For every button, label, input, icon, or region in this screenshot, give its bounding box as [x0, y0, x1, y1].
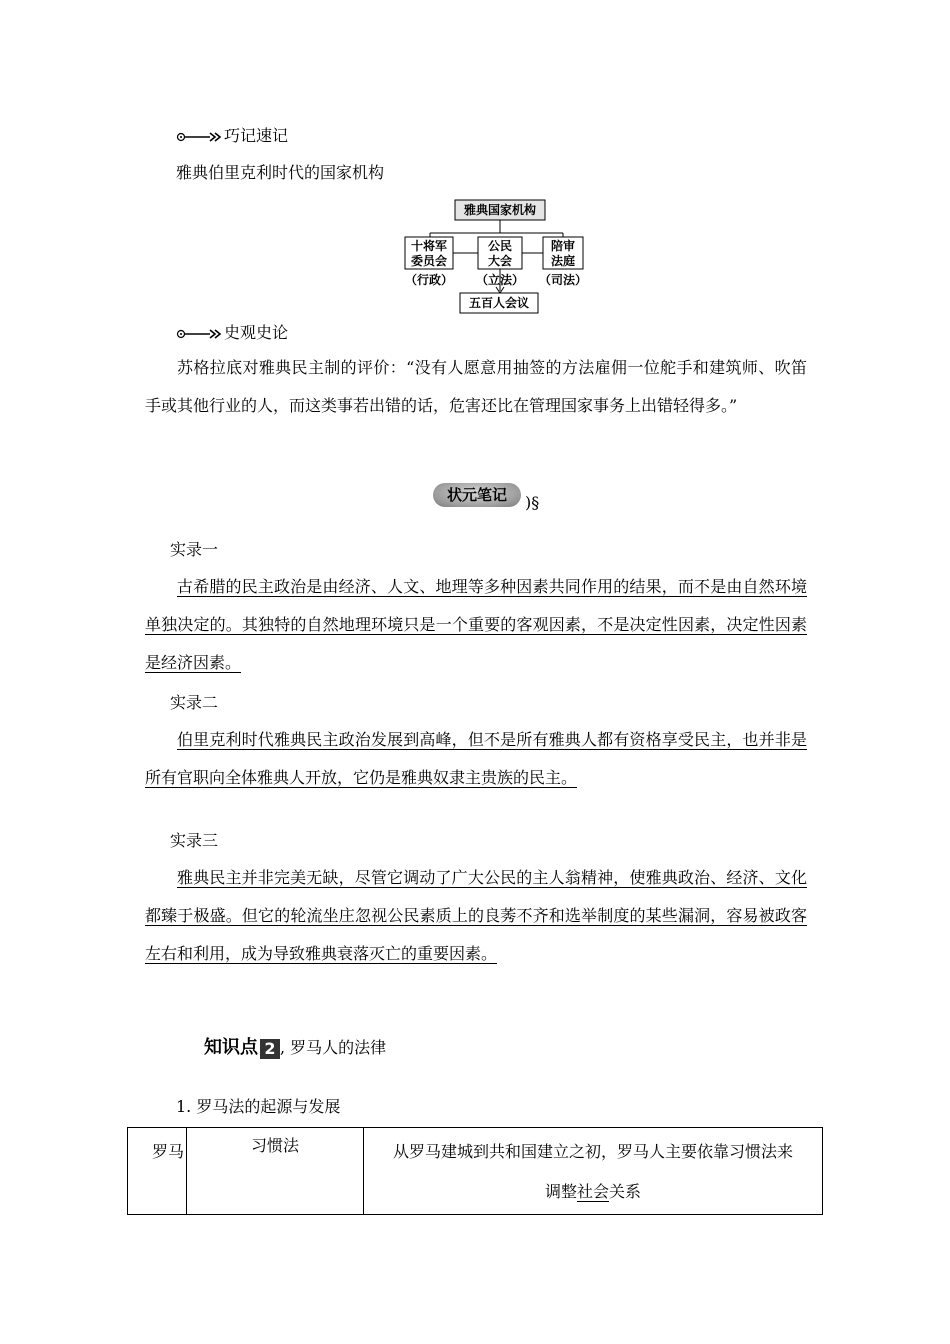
- knowledge-point-title: , 罗马人的法律: [280, 1038, 387, 1057]
- memory-section-label: 巧记速记: [224, 126, 289, 145]
- table-row: [128, 1128, 823, 1215]
- record-title: 实录二: [170, 693, 219, 712]
- record-title: 实录一: [170, 540, 219, 559]
- diagram-node-court-line1: 陪审: [550, 239, 576, 253]
- diagram-node-assembly-line2: 大会: [487, 254, 513, 268]
- arrow-marker-icon: [176, 131, 222, 143]
- diagram-node-court-role: （司法）: [538, 273, 588, 287]
- socrates-quote-paragraph: 苏格拉底对雅典民主制的评价：“没有人愿意用抽签的方法雇佣一位舵手和建筑师、吹笛手或其他行业的人，而这类事若出错的话，危害还比在管理国家事务上出错轻得多。”: [145, 358, 807, 415]
- roman-law-table: [127, 1127, 823, 1215]
- table-cell-text: 关系: [609, 1182, 642, 1201]
- notes-badge-suffix: )§: [525, 493, 540, 512]
- diagram-node-assembly-role: （立法）: [475, 273, 525, 287]
- memory-section-header: [176, 126, 288, 146]
- diagram-top-label: 雅典国家机构: [463, 203, 537, 217]
- knowledge-point-number: 2: [260, 1039, 280, 1059]
- history-section-label: 史观史论: [224, 323, 289, 342]
- notes-badge: 状元笔记: [433, 483, 521, 507]
- record-text: 雅典民主并非完美无缺，尽管它调动了广大公民的主人翁精神，使雅典政治、经济、文化都臻于极盛。但它的轮流坐庄忽视公民素质上的良莠不齐和选举制度的某些漏洞，容易被政客左右和利用，成为导致雅典衰落灭亡的重要因素。: [145, 868, 807, 963]
- diagram-node-generals-line1: 十将军: [410, 239, 448, 253]
- memory-section-title: 雅典伯里克利时代的国家机构: [176, 163, 385, 182]
- record-title: 实录三: [170, 831, 219, 850]
- table-cell-line: 从罗马建城到共和国建立之初，罗马人主要依靠习惯法来: [392, 1142, 793, 1161]
- diagram-node-generals-line2: 委员会: [410, 254, 448, 268]
- diagram-bottom-label: 五百人会议: [468, 296, 530, 310]
- table-cell-custom-law: 习惯法: [187, 1128, 364, 1215]
- table-cell-description: [364, 1128, 823, 1215]
- state-organs-diagram: [395, 195, 595, 317]
- table-row-header: 罗马: [128, 1128, 187, 1215]
- record-text: 古希腊的民主政治是由经济、人文、地理等多种因素共同作用的结果，而不是由自然环境单独决定的。其独特的自然地理环境只是一个重要的客观因素，不是决定性因素，决定性因素是经济因素。: [145, 577, 807, 672]
- subsection-title: 1. 罗马法的起源与发展: [176, 1097, 341, 1116]
- diagram-node-generals-role: （行政）: [404, 273, 454, 287]
- table-cell-underlined: 社会: [576, 1182, 609, 1201]
- diagram-node-court-line2: 法庭: [550, 254, 576, 268]
- table-cell-line-2: [370, 1172, 816, 1212]
- table-cell-text: 调整: [544, 1182, 577, 1201]
- diagram-node-assembly-line1: 公民: [487, 239, 513, 253]
- history-section-header: [176, 323, 288, 343]
- knowledge-point-label: 知识点: [204, 1037, 258, 1058]
- record-text: 伯里克利时代雅典民主政治发展到高峰，但不是所有雅典人都有资格享受民主，也并非是所有官职向全体雅典人开放，它仍是雅典奴隶主贵族的民主。: [145, 730, 807, 787]
- knowledge-point-heading: [204, 1033, 386, 1059]
- arrow-marker-icon: [176, 328, 222, 340]
